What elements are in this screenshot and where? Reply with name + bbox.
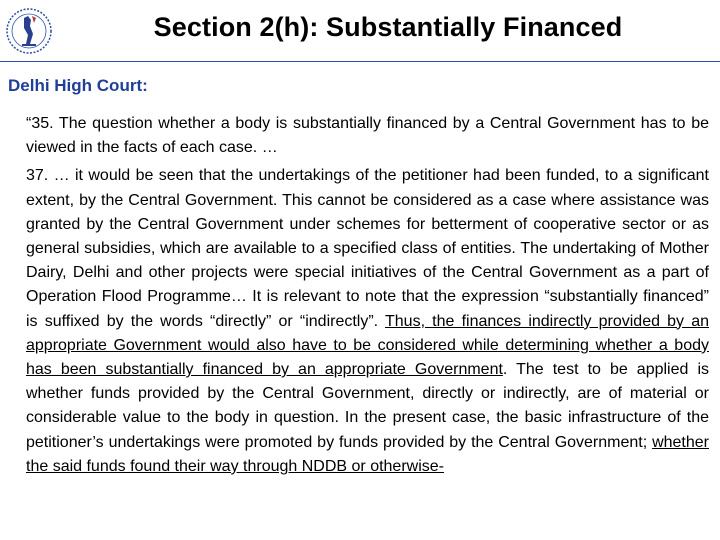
quote-paragraph-35: “35. The question whether a body is substantially financed by a Central Government has to be viewed in the facts of each case. … xyxy=(26,115,709,157)
underlined-passage: Thus, the finances indirectly provided by an appropriate Government would also have to be considered while determining whether a body has been substantially financed by an appropriate Government xyxy=(26,312,709,379)
underlined-passage: whether the said funds found their way through NDDB or otherwise- xyxy=(26,433,709,475)
paragraph-text: 37. … it would be seen that the undertakings of the petitioner had been funded, to a significant extent, by the Central Government. This cannot be considered as a case where assistance was granted by the Central Government under schemes for betterment of cooperative sector or as general subsidies, which are available to a specified class of entities. The undertaking of Mother Dairy, Delhi and other projects were special initiatives of the Central Government as a part of Operation Flood Programme… It is relevant to note that the expression “substantially financed” is suffixed by the words “directly” or “indirectly”. xyxy=(26,167,709,330)
quote-paragraph-37 xyxy=(26,164,709,479)
title-divider xyxy=(0,61,720,62)
page-title: Section 2(h): Substantially Financed xyxy=(153,12,623,42)
quote-body xyxy=(26,112,709,479)
section-subheading: Delhi High Court: xyxy=(8,76,148,95)
paragraph-text: . The test to be applied is whether funds provided by the Central Government, directly or indirectly, are of material or considerable value to the body in question. In the present case, the basic infrastructure of the petitioner’s undertakings were promoted by funds provided by the Central Government; xyxy=(26,361,709,451)
